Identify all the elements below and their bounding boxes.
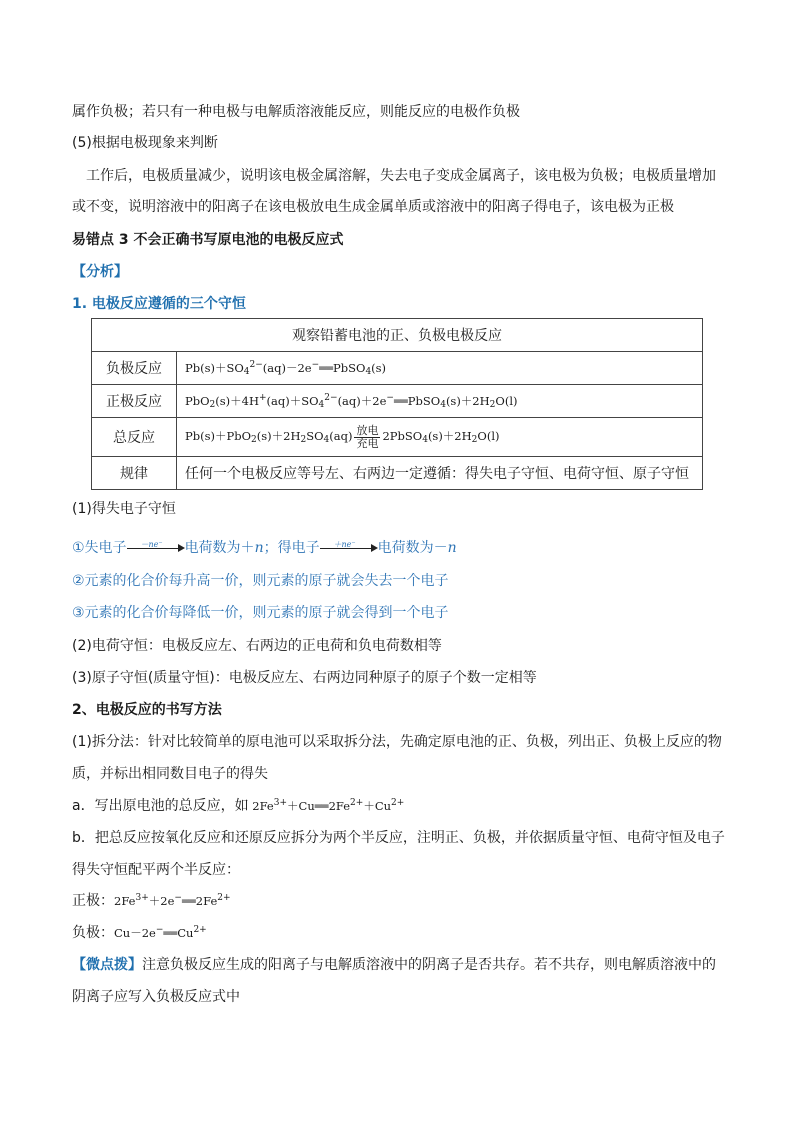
table-row [92, 457, 703, 490]
subsection-heading: (1)得失电子守恒 [72, 501, 176, 517]
positive-electrode-line: 正极：$2Fe^{3+}+2e^-══2Fe^{2+}$ [72, 893, 231, 909]
subsection-heading: (5)根据电极现象来判断 [72, 135, 218, 151]
text-line: 或不变，说明溶液中的阳离子在该电极放电生成金属单质或溶液中的阳离子得电子，该电极为正极 [72, 199, 674, 215]
rule-text: 任何一个电极反应等号左、右两边一定遵循：得失电子守恒、电荷守恒、原子守恒 [177, 457, 703, 490]
cathode-half-equation: $2Fe^{3+}+2e^-══2Fe^{2+}$ [114, 893, 231, 908]
table-row [92, 418, 703, 457]
text-line: b．把总反应按氧化反应和还原反应拆分为两个半反应，注明正、负极，并依据质量守恒、电荷守恒及电子 [72, 830, 725, 846]
total-reaction-equation: $2Fe^{3+}+Cu══2Fe^{2+}+Cu^{2+}$ [248, 798, 405, 813]
right-arrow-icon: ＋ne⁻ [320, 541, 378, 555]
negative-electrode-line: 负极：$Cu-2e^-══Cu^{2+}$ [72, 925, 207, 941]
electrode-reaction-table [91, 318, 703, 490]
numbered-heading: 2、电极反应的书写方法 [72, 702, 222, 718]
text-line: (3)原子守恒(质量守恒)：电极反应左、右两边同种原子的原子个数一定相等 [72, 670, 537, 686]
numbered-heading: 1. 电极反应遵循的三个守恒 [72, 296, 246, 312]
text-line: ②元素的化合价每升高一价，则元素的原子就会失去一个电子 [72, 573, 449, 589]
reversible-condition: $\frac{\text{放电}}{\text{充电}}$ [356, 423, 379, 450]
text-line: 阴离子应写入负极反应式中 [72, 989, 240, 1005]
table-caption: 观察铅蓄电池的正、负极电极反应 [92, 319, 703, 352]
tip-line: 【微点拨】注意负极反应生成的阳离子与电解质溶液中的阴离子是否共存。若不共存，则电解质溶液中的 [72, 957, 716, 973]
text-line: 工作后，电极质量减少，说明该电极金属溶解，失去电子变成金属离子，该电极为负极；电极质量增加 [86, 168, 716, 184]
text-line: 得失守恒配平两个半反应： [72, 862, 240, 878]
anode-half-equation: $Cu-2e^-══Cu^{2+}$ [114, 925, 207, 940]
text-line: 属作负极；若只有一种电极与电解质溶液能反应，则能反应的电极作负极 [72, 104, 520, 120]
overall-equation: $Pb(s)+PbO_2(s)+2H_2SO_4(aq)$ $\frac{\text{放电}}{\text{充电}}$ $2PbSO_4(s)+2H_2O(l)$ [177, 418, 703, 457]
text-line: (2)电荷守恒：电极反应左、右两边的正电荷和负电荷数相等 [72, 638, 442, 654]
row-label: 规律 [92, 457, 177, 490]
electron-rule-line: ①失电子 －ne⁻ 电荷数为＋n；得电子 ＋ne⁻ 电荷数为－n [72, 540, 457, 556]
text-line: ③元素的化合价每降低一价，则元素的原子就会得到一个电子 [72, 605, 449, 621]
cathode-equation: $PbO_2(s)+4H^+(aq)+SO_4^{2-}(aq)+2e^-══PbSO_4(s)+2H_2O(l)$ [177, 385, 703, 418]
tip-label: 【微点拨】 [72, 957, 142, 973]
step-a-line: a．写出原电池的总反应，如 $2Fe^{3+}+Cu══2Fe^{2+}+Cu^{2+}$ [72, 798, 405, 814]
right-arrow-icon: －ne⁻ [127, 541, 185, 555]
row-label: 正极反应 [92, 385, 177, 418]
text-line: (1)拆分法：针对比较简单的原电池可以采取拆分法，先确定原电池的正、负极，列出正、负极上反应的物 [72, 734, 722, 750]
row-label: 总反应 [92, 418, 177, 457]
table-row [92, 352, 703, 385]
text-line: 质，并标出相同数目电子的得失 [72, 766, 268, 782]
anode-equation: $Pb(s)+SO_4^{2-}(aq)-2e^-══PbSO_4(s)$ [177, 352, 703, 385]
table-row [92, 385, 703, 418]
row-label: 负极反应 [92, 352, 177, 385]
section-heading: 易错点 3 不会正确书写原电池的电极反应式 [72, 232, 344, 248]
analysis-label: 【分析】 [72, 264, 128, 280]
